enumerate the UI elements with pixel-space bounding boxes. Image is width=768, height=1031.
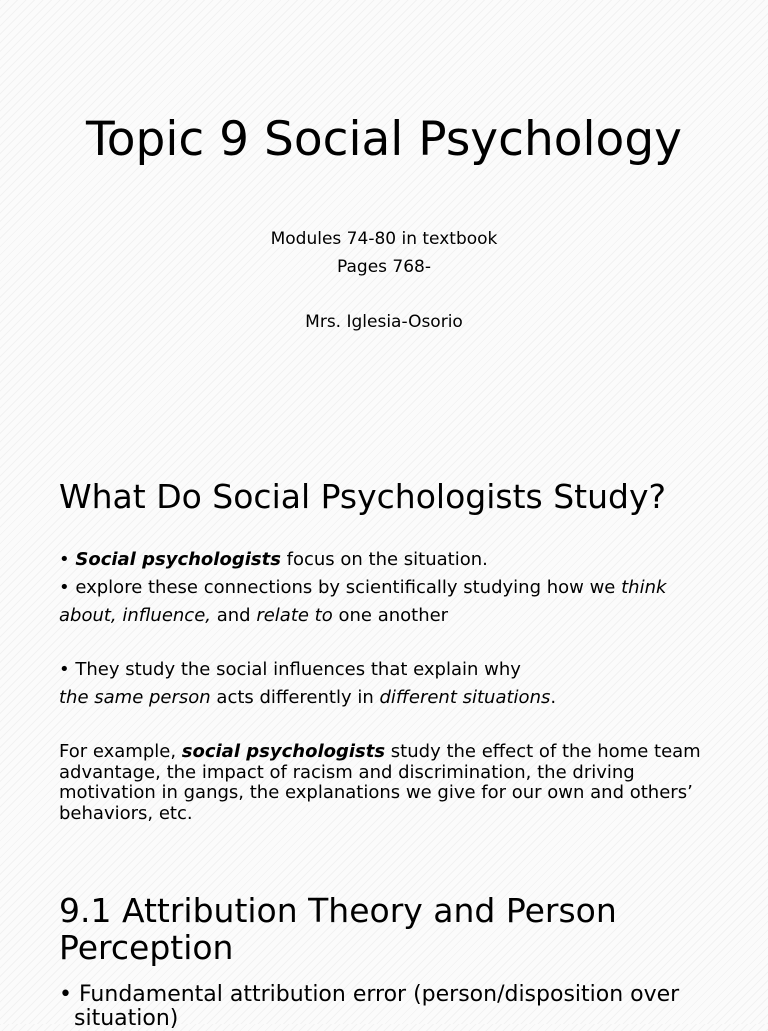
italic-different-situations: different situations xyxy=(379,687,551,708)
heading-line: 9.1 Attribution Theory and Person xyxy=(59,891,617,930)
bullet-text: . xyxy=(550,687,557,708)
bullet-text: explore these connections by scientifically studying how we xyxy=(69,577,622,598)
bullet-text: They study the social influences that explain why xyxy=(69,659,521,680)
bullet-marker: • xyxy=(59,577,70,598)
slide-title: Topic 9 Social Psychology xyxy=(86,112,682,167)
bullet-text: Fundamental attribution error (person/disposition over situation) xyxy=(74,982,680,1031)
example-paragraph xyxy=(59,742,719,824)
section-heading-attribution xyxy=(59,892,617,966)
bullet-focus-situation xyxy=(59,546,719,574)
italic-think-influence: think about, influence, xyxy=(59,577,667,626)
example-text: study the effect of the home team advantage, the impact of racism and discrimination, the driving motivation in gangs, the explanations we give for our own and others’ behaviors, etc. xyxy=(59,741,701,824)
bullet-marker: • xyxy=(59,982,72,1007)
bullet-social-influences xyxy=(59,656,719,712)
bullet-text: focus on the situation. xyxy=(280,549,488,570)
italic-relate-to: relate to xyxy=(256,605,333,626)
bullet-text: and xyxy=(211,605,257,626)
pages-subtitle: Pages 768- xyxy=(337,257,431,277)
modules-subtitle: Modules 74-80 in textbook xyxy=(270,229,498,249)
bullet-text: acts differently in xyxy=(210,687,380,708)
italic-same-person: the same person xyxy=(59,687,211,708)
bullet-explore-connections xyxy=(59,574,719,630)
term-social-psychologists: social psychologists xyxy=(181,741,386,762)
bullet-marker: • xyxy=(59,549,70,570)
section-heading-what-study: What Do Social Psychologists Study? xyxy=(59,477,666,516)
term-social-psychologists: Social psychologists xyxy=(75,549,281,570)
example-lead: For example, xyxy=(59,741,182,762)
bullet-marker: • xyxy=(59,659,70,680)
teacher-name: Mrs. Iglesia-Osorio xyxy=(305,312,463,332)
heading-line: Perception xyxy=(59,928,234,967)
bullet-text: one another xyxy=(332,605,449,626)
